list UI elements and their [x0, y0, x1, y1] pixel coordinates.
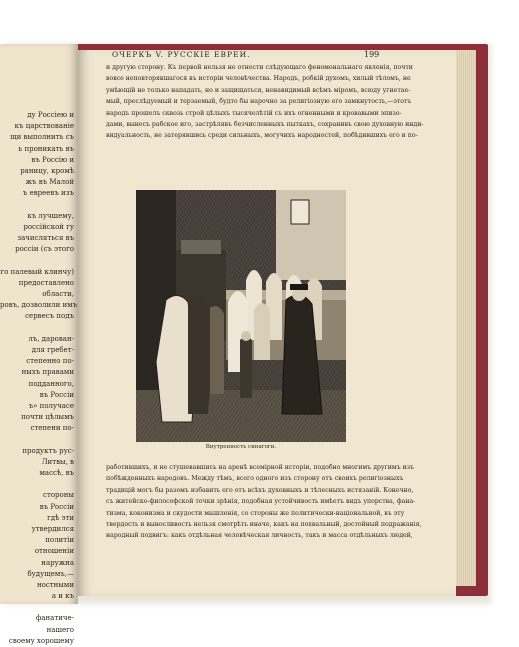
text-line: раницу, кромѣ: [20, 166, 74, 175]
text-line: народный подвигъ: какъ отдѣльная человѣческая личность, такъ и масса отдѣльныхъ людей,: [106, 532, 413, 540]
text-line: [0, 323, 74, 334]
text-line: и другую сторону. Къ первой нельзя не отнести слѣдующаго феноменальнаго явленiя, почти: [106, 64, 413, 71]
text-line: къ лучшему,: [27, 211, 74, 220]
bottom-paragraph: [106, 462, 422, 542]
text-line: жъ въ Малой: [25, 178, 74, 187]
text-line: а и къ: [51, 592, 74, 601]
text-line: умѣющiй не только нападать, но и защищаться, ненавидимый всѣмъ мiромъ, всюду угнетае-: [106, 86, 411, 94]
text-line: политiи: [45, 536, 74, 545]
text-line: [0, 200, 74, 211]
top-paragraph: [106, 62, 424, 142]
text-line: съ житейско-философской точки зрѣнiя, подобная устойчивость имѣетъ видъ упорства, фана-: [106, 498, 416, 506]
text-line: мый, преслѣдуемый и терзаемый, будто бы нарочно за религiозную его замкнутость,—этотъ: [106, 98, 412, 106]
text-line: дами, вынесъ рабское иго, застрѣлявъ безчисленныхъ пыткахъ, сохранивъ свою духовную инди-: [106, 120, 424, 128]
synagogue-engraving: [136, 190, 346, 442]
text-line: ностными: [36, 580, 74, 589]
text-line: отношенiи: [34, 547, 74, 556]
text-line: будущемъ,—: [27, 569, 74, 578]
text-line: массѣ, въ: [39, 469, 74, 477]
text-line: Литвы, в: [41, 457, 74, 466]
text-line: наружна: [41, 558, 74, 567]
text-line: почти цѣлымъ: [21, 413, 74, 422]
figure-caption: Внутренность синагоги.: [205, 444, 277, 450]
text-line: подданного,: [28, 379, 74, 388]
text-line: нашего: [46, 625, 74, 634]
text-line: утвердился: [31, 524, 74, 533]
text-line: къ царствованiе: [14, 122, 74, 131]
text-line: видуальность, не затерявшись среди сильныхъ, могучихъ народностей, побѣдившихъ его и по-: [106, 132, 418, 140]
text-line: въ Россiю и: [31, 155, 74, 164]
text-line: для гребет-: [31, 345, 74, 354]
text-line: лъ, дарован-: [28, 334, 74, 343]
left-page: [0, 44, 78, 645]
text-line: [0, 602, 74, 613]
text-line: [0, 434, 74, 445]
text-line: области,: [42, 290, 74, 298]
text-line: россiи (съ этого: [15, 245, 74, 254]
text-line: ъ евреевъ изъ: [22, 189, 74, 198]
left-page-text: [0, 110, 78, 647]
text-line: го палевый клинчу): [0, 267, 74, 276]
text-line: въ Россiи: [39, 502, 74, 511]
text-line: ровъ, дозволили имъ: [0, 301, 78, 310]
text-line: продуктъ рус-: [22, 446, 74, 455]
text-line: степенно по-: [26, 357, 74, 366]
text-line: зачисляться въ: [17, 234, 74, 243]
text-line: ду Россiею и: [27, 111, 74, 119]
text-line: стороны: [43, 491, 74, 500]
text-line: традицiй могъ бы разомъ избавить его отъ всѣхъ духовныхъ и тѣлесныхъ истязанiй. Конечно,: [106, 486, 414, 494]
engraving-image: [136, 190, 346, 442]
text-line: щи выполнить съ: [10, 133, 74, 142]
text-line: твердость и выносливость нельзя смотрѣть иначе, какъ на похвальный, достойный подражанiя,: [106, 520, 422, 528]
page-number: 199: [364, 50, 380, 59]
text-line: [0, 479, 74, 490]
text-line: вовсе неповторявшагося въ исторiи человѣчества. Народъ, робкiй духомъ, хилый тѣломъ, не: [106, 75, 411, 83]
text-line: своему хорошему: [8, 636, 74, 645]
text-line: сервесъ подъ: [25, 312, 74, 321]
text-line: [0, 255, 74, 266]
text-line: работившихъ, и не стушевавшись на аренѣ всемiрной исторiи, подобно многимъ другимъ изъ: [106, 464, 415, 471]
text-line: предоставлено: [18, 278, 74, 287]
running-title: ОЧЕРКЪ V. РУССКIЕ ЕВРЕИ.: [112, 50, 251, 59]
text-line: народъ прошелъ сквозь строй цѣлыхъ тысячелѣтiй съ ихъ огненными и кровавыми эпизо-: [106, 109, 402, 117]
text-line: ь проникать въ: [18, 144, 74, 153]
page-header: [0, 50, 519, 60]
text-line: въ Россiи: [39, 390, 74, 399]
text-line: ныхъ правами: [21, 368, 74, 377]
text-line: побѣжденныхъ народовъ. Между тѣмъ, всего одного изъ сторону отъ своихъ религiозныхъ: [106, 475, 404, 483]
text-line: тизма, коконизма и скудости мышленiя, со стороны же политически-нацiональной, въ эту: [106, 509, 405, 517]
text-line: гдѣ эти: [47, 513, 74, 522]
text-line: степени по-: [30, 424, 74, 433]
text-line: россiйской гу: [23, 222, 74, 231]
text-line: фанатиче-: [35, 614, 74, 623]
text-line: ъ» получасе: [28, 401, 74, 410]
